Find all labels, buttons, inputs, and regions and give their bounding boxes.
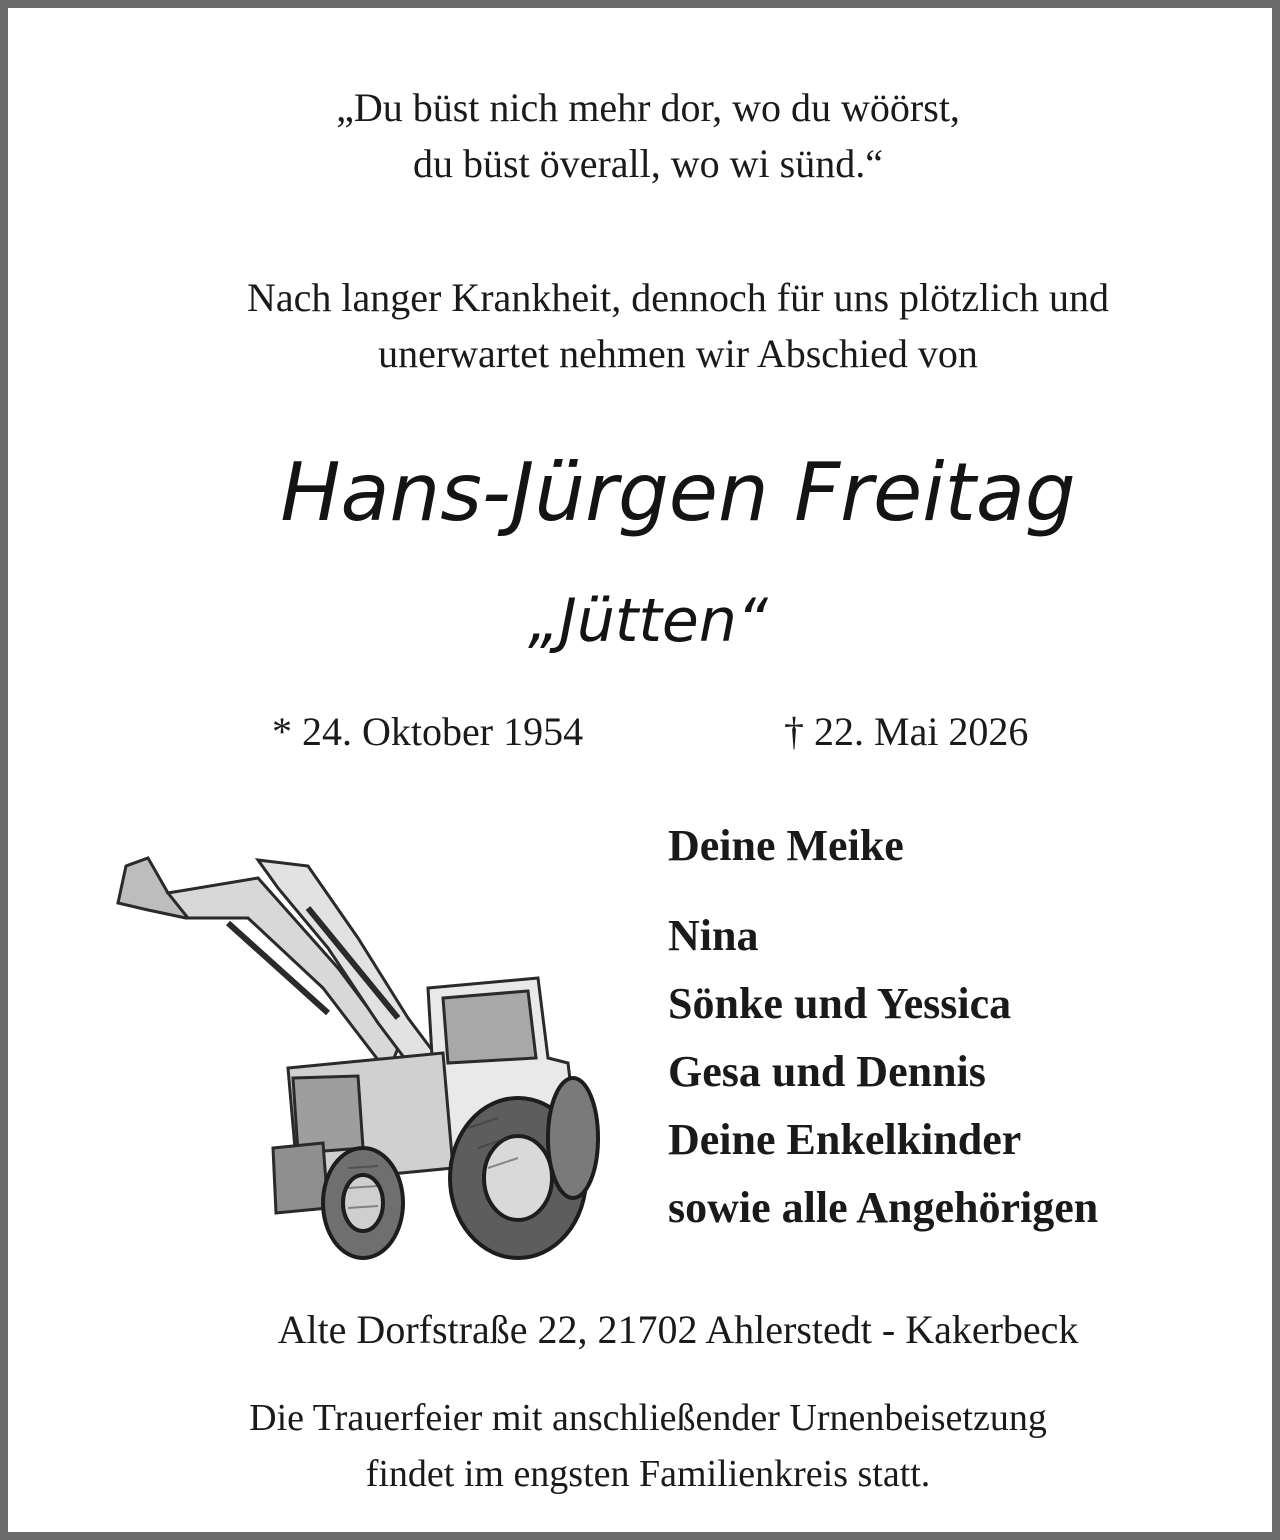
deceased-nickname: „Jütten“	[528, 586, 768, 656]
intro-line-2: unerwartet nehmen wir Abschied von	[378, 331, 978, 376]
family-member-5: Deine Enkelkinder	[668, 1115, 1022, 1164]
death-date: † 22. Mai 2026	[784, 709, 1029, 754]
family-member-3: Sönke und Yessica	[668, 979, 1012, 1028]
tractor-front-loader-photo	[108, 848, 608, 1268]
quote-line-1: „Du büst nich mehr dor, wo du wöörst,	[336, 85, 960, 130]
intro-line-1: Nach langer Krankheit, dennoch für uns plötzlich und	[247, 275, 1109, 320]
footer-line-1: Die Trauerfeier mit anschließender Urnenbeisetzung	[249, 1397, 1047, 1439]
deceased-name: Hans-Jürgen Freitag	[280, 446, 1076, 539]
family-member-6: sowie alle Angehörigen	[668, 1183, 1099, 1232]
address: Alte Dorfstraße 22, 21702 Ahlerstedt - Kakerbeck	[277, 1307, 1079, 1352]
footer-line-2: findet im engsten Familienkreis statt.	[365, 1453, 931, 1495]
family-member-4: Gesa und Dennis	[668, 1047, 986, 1096]
family-member-2: Nina	[668, 911, 759, 960]
birth-date: * 24. Oktober 1954	[272, 709, 584, 754]
family-member-1: Deine Meike	[668, 821, 904, 870]
quote-line-2: du büst överall, wo wi sünd.“	[413, 141, 883, 186]
